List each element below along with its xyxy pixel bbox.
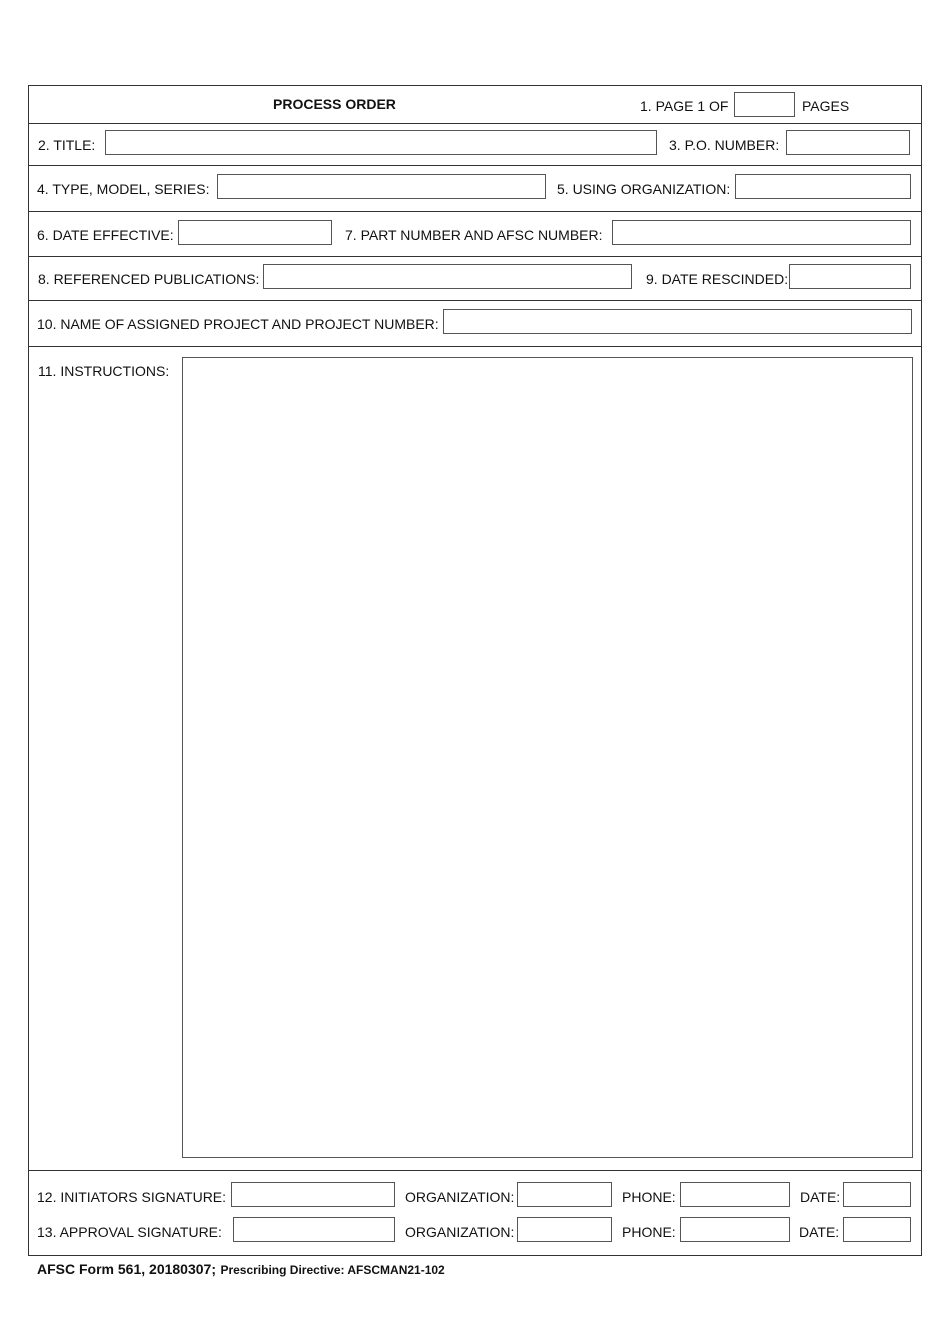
row-divider: [28, 123, 922, 124]
total-pages-field[interactable]: [734, 92, 795, 117]
date-rescinded-field[interactable]: [789, 264, 911, 289]
using-organization-label: 5. USING ORGANIZATION:: [557, 181, 731, 197]
form-title: PROCESS ORDER: [273, 96, 396, 112]
initiators-phone-field[interactable]: [680, 1182, 790, 1207]
form-id: AFSC Form 561, 20180307;: [37, 1261, 216, 1277]
row-divider: [28, 256, 922, 257]
approval-signature-field[interactable]: [233, 1217, 395, 1242]
initiators-phone-label: PHONE:: [622, 1189, 676, 1205]
po-number-label: 3. P.O. NUMBER:: [669, 137, 780, 153]
initiators-organization-field[interactable]: [517, 1182, 612, 1207]
title-label: 2. TITLE:: [38, 137, 96, 153]
row-divider: [28, 346, 922, 347]
title-field[interactable]: [105, 130, 657, 155]
approval-organization-label: ORGANIZATION:: [405, 1224, 515, 1240]
using-organization-field[interactable]: [735, 174, 911, 199]
page-label: 1. PAGE 1 OF: [640, 98, 729, 114]
row-divider: [28, 211, 922, 212]
instructions-field[interactable]: [182, 357, 913, 1158]
date-effective-field[interactable]: [178, 220, 332, 245]
project-label: 10. NAME OF ASSIGNED PROJECT AND PROJECT NUMBER:: [37, 316, 439, 332]
pages-label: PAGES: [802, 98, 850, 114]
instructions-label: 11. INSTRUCTIONS:: [38, 363, 170, 379]
project-field[interactable]: [443, 309, 912, 334]
part-number-label: 7. PART NUMBER AND AFSC NUMBER:: [345, 227, 603, 243]
type-model-series-field[interactable]: [217, 174, 546, 199]
form-footer: [37, 1261, 445, 1279]
approval-date-label: DATE:: [799, 1224, 840, 1240]
approval-organization-field[interactable]: [517, 1217, 612, 1242]
row-divider: [28, 1170, 922, 1171]
part-number-field[interactable]: [612, 220, 911, 245]
initiators-signature-label: 12. INITIATORS SIGNATURE:: [37, 1189, 227, 1205]
row-divider: [28, 165, 922, 166]
approval-phone-field[interactable]: [680, 1217, 790, 1242]
prescribing-directive: Prescribing Directive: AFSCMAN21-102: [220, 1263, 445, 1277]
initiators-signature-field[interactable]: [231, 1182, 395, 1207]
row-divider: [28, 300, 922, 301]
initiators-date-label: DATE:: [800, 1189, 841, 1205]
date-effective-label: 6. DATE EFFECTIVE:: [37, 227, 174, 243]
approval-signature-label: 13. APPROVAL SIGNATURE:: [37, 1224, 222, 1240]
approval-phone-label: PHONE:: [622, 1224, 676, 1240]
date-rescinded-label: 9. DATE RESCINDED:: [646, 271, 789, 287]
referenced-publications-label: 8. REFERENCED PUBLICATIONS:: [38, 271, 260, 287]
po-number-field[interactable]: [786, 130, 910, 155]
approval-date-field[interactable]: [843, 1217, 911, 1242]
referenced-publications-field[interactable]: [263, 264, 632, 289]
initiators-organization-label: ORGANIZATION:: [405, 1189, 515, 1205]
type-model-series-label: 4. TYPE, MODEL, SERIES:: [37, 181, 210, 197]
initiators-date-field[interactable]: [843, 1182, 911, 1207]
